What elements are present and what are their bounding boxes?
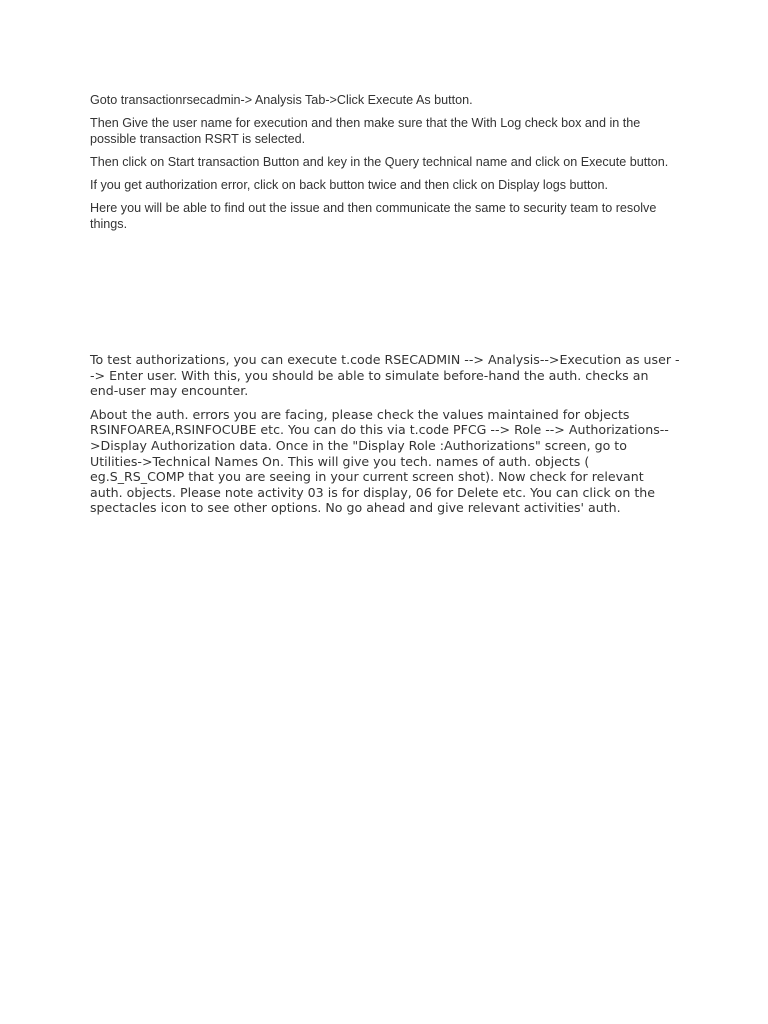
paragraph-start-transaction: Then click on Start transaction Button and key in the Query technical name and click on Execute button. [90, 155, 669, 169]
paragraph-user-name: Then Give the user name for execution and then make sure that the With Log check box and in the possible transaction RSRT is selected. [90, 116, 641, 146]
paragraph-test-authorizations: To test authorizations, you can execute t.code RSECADMIN --> Analysis-->Execution as user --> Enter user. With this, you should be able to simulate before-hand the auth. checks an end-user may encounter. [90, 352, 680, 399]
paragraph-authorization-error: If you get authorization error, click on back button twice and then click on Display logs button. [90, 178, 609, 192]
paragraph-find-issue: Here you will be able to find out the issue and then communicate the same to security team to resolve things. [90, 201, 657, 231]
paragraph-goto-transaction: Goto transactionrsecadmin-> Analysis Tab->Click Execute As button. [90, 93, 473, 107]
instructions-section [90, 92, 680, 239]
reply-section [90, 352, 680, 524]
paragraph-auth-errors: About the auth. errors you are facing, please check the values maintained for objects RSINFOAREA,RSINFOCUBE etc. You can do this via t.code PFCG --> Role --> Authorizations-->Display Authorization data. Once in the "Display Role :Authorizations" screen, go to Utilities->Technical Names On. This will give you tech. names of auth. objects ( eg.S_RS_COMP that you are seeing in your current screen shot). Now check for relevant auth. objects. Please note activity 03 is for display, 06 for Delete etc. You can click on the spectacles icon to see other options. No go ahead and give relevant activities' auth. [90, 406, 669, 516]
